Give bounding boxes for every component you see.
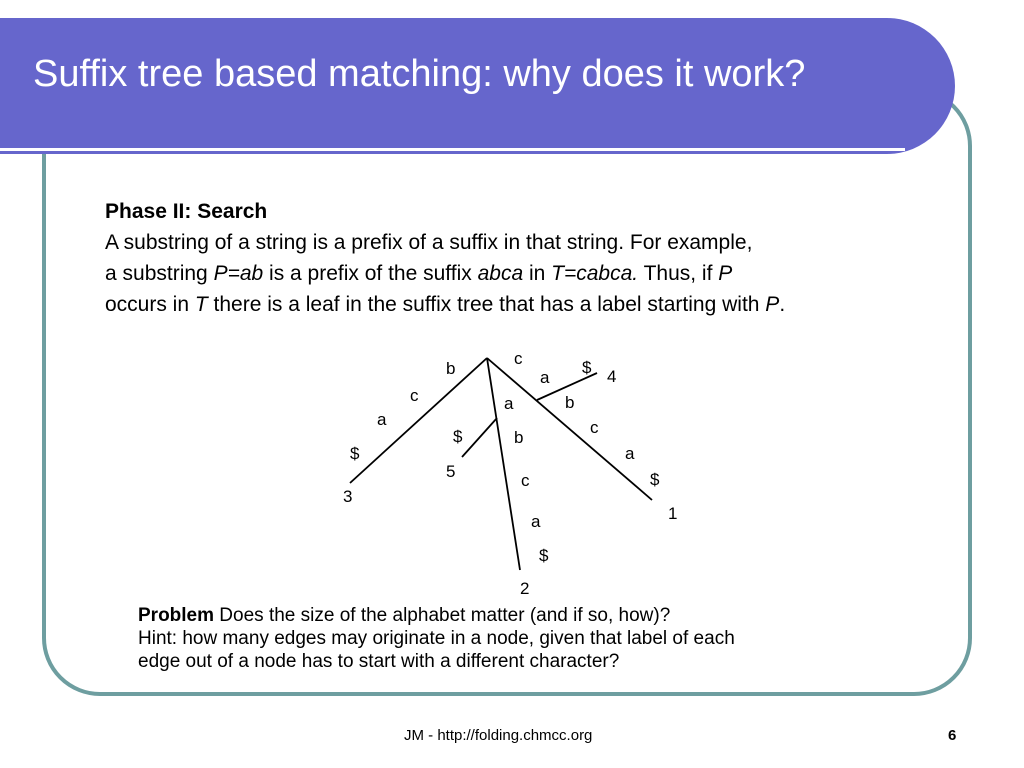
edge-char: c — [521, 471, 530, 490]
problem-question: Does the size of the alphabet matter (and if so, how)? — [214, 605, 671, 626]
edge-char: c — [514, 349, 523, 368]
leaf-label: 2 — [520, 579, 530, 598]
leaf-label: 3 — [343, 487, 353, 506]
edge-to-leaf-2-labels — [504, 394, 549, 598]
edge-char: c — [410, 386, 419, 405]
edge-char: $ — [582, 358, 592, 377]
edge-to-leaf-5-labels — [446, 427, 463, 481]
text-example: T=cabca. — [551, 262, 639, 285]
edge-to-leaf-5-line — [462, 418, 497, 457]
edge-char: a — [531, 512, 541, 531]
leaf-label: 1 — [668, 504, 678, 523]
edge-char: c — [590, 418, 599, 437]
suffix-example: abca — [477, 262, 524, 285]
pattern-symbol: P — [718, 262, 733, 285]
body-line-3-part-1: occurs in — [105, 293, 195, 316]
body-line-3-part-3: . — [779, 293, 786, 316]
pattern-symbol-2: P — [765, 293, 780, 316]
leaf-label: 4 — [607, 367, 617, 386]
edge-char: b — [565, 393, 575, 412]
edge-char: a — [625, 444, 635, 463]
body-line-2-part-4: Thus, if — [638, 262, 719, 285]
edge-char: $ — [539, 546, 549, 565]
problem-label: Problem — [138, 605, 215, 626]
tree-edges — [350, 358, 652, 570]
hint-line-1: Hint: how many edges may originate in a node, given that label of each — [138, 628, 735, 649]
body-line-1: A substring of a string is a prefix of a suffix in that string. For example, — [105, 231, 753, 254]
edge-char: a — [377, 410, 387, 429]
body-line-2-part-2: is a prefix of the suffix — [263, 262, 478, 285]
problem-line — [138, 604, 898, 627]
edge-to-leaf-3-labels — [343, 359, 455, 506]
page-number: 6 — [948, 727, 957, 744]
edge-char: b — [446, 359, 456, 378]
hint-line-2: edge out of a node has to start with a different character? — [138, 651, 620, 672]
edge-to-leaf-3-line — [350, 358, 487, 483]
edge-to-leaf-4-labels — [582, 358, 616, 386]
edge-char: $ — [650, 470, 660, 489]
pattern-example: P=ab — [213, 262, 264, 285]
body-line-2-part-3: in — [523, 262, 552, 285]
edge-to-leaf-2-line — [487, 358, 520, 570]
edge-to-leaf-1-line — [487, 358, 652, 500]
slide-title: Suffix tree based matching: why does it work? — [33, 53, 806, 95]
body-line-3-part-2: there is a leaf in the suffix tree that has a label starting with — [207, 293, 766, 316]
edge-char: a — [504, 394, 514, 413]
edge-to-leaf-1-labels — [514, 349, 677, 523]
text-symbol: T — [194, 293, 208, 316]
edge-char: $ — [453, 427, 463, 446]
edge-char: a — [540, 368, 550, 387]
problem-text — [138, 604, 898, 673]
edge-char: $ — [350, 444, 360, 463]
edge-char: b — [514, 428, 524, 447]
body-line-2-part-1: a substring — [105, 262, 214, 285]
leaf-label: 5 — [446, 462, 456, 481]
footer-text: JM - http://folding.chmcc.org — [404, 727, 593, 744]
phase-heading: Phase II: Search — [105, 200, 268, 223]
